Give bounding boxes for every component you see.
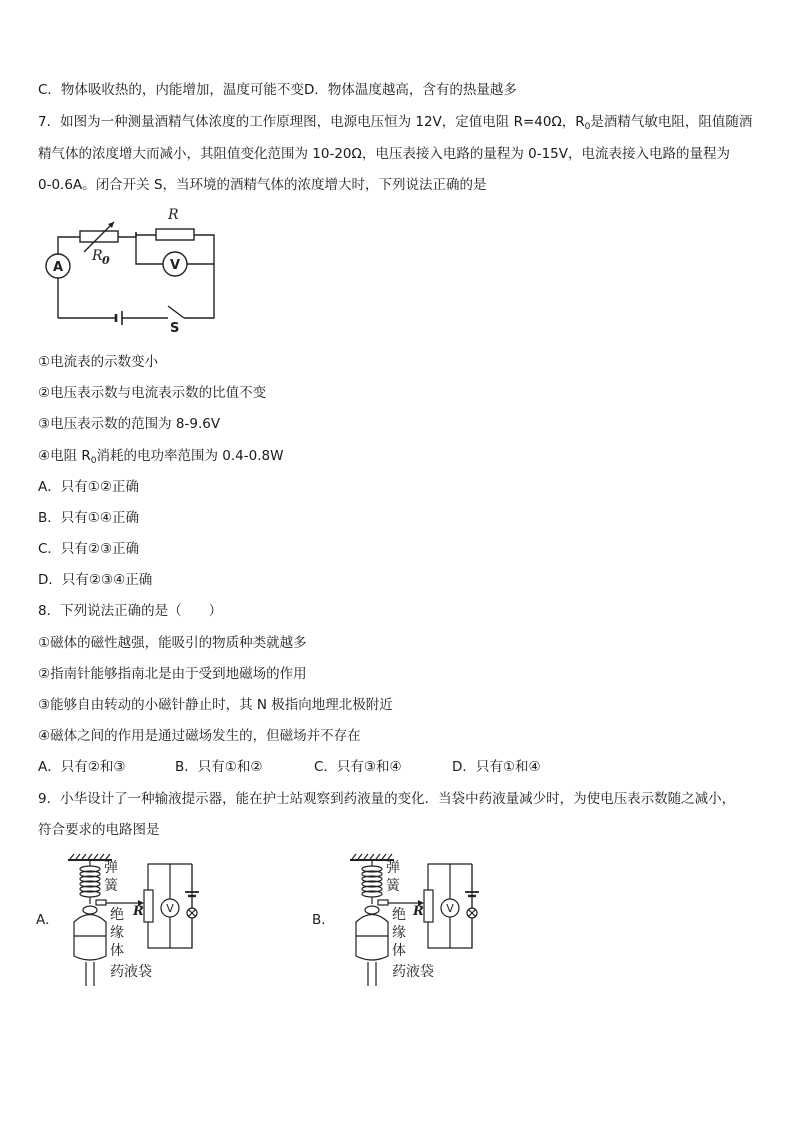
q7-option-a: A．只有①②正确 xyxy=(38,479,139,495)
switch-label: S xyxy=(170,321,180,332)
q7-stem-line1: 7．如图为一种测量酒精气体浓度的工作原理图，电源电压恒为 12V，定值电阻 R=40Ω，$R_0$是酒精气敏电阻，阻值随酒 xyxy=(38,114,753,132)
resistor-r-label: R xyxy=(168,207,179,223)
svg-text:绝: 绝 xyxy=(110,907,124,923)
svg-text:绝: 绝 xyxy=(392,907,406,923)
q7-statement-3: ③电压表示数的范围为 8-9.6V xyxy=(38,416,221,432)
q6-option-d: D．物体温度越高，含有的热量越多 xyxy=(303,82,517,98)
q9-figure-b xyxy=(310,852,490,988)
q7-stem-line3: 0-0.6A。闭合开关 S，当环境的酒精气体的浓度增大时，下列说法正确的是 xyxy=(38,177,487,193)
q6-options-cd xyxy=(38,80,517,100)
q8-stem: 8．下列说法正确的是（ ） xyxy=(38,603,223,619)
q8-option-b: B．只有①和② xyxy=(175,759,263,775)
q7-option-c: C．只有②③正确 xyxy=(38,541,140,557)
svg-text:R: R xyxy=(133,904,144,919)
resistor-r0-label: R xyxy=(92,248,103,264)
svg-text:药液袋: 药液袋 xyxy=(110,964,152,980)
svg-text:弹: 弹 xyxy=(386,860,400,876)
q8-option-a: A．只有②和③ xyxy=(38,759,126,775)
svg-text:体: 体 xyxy=(392,943,406,959)
svg-text:缘: 缘 xyxy=(392,925,406,941)
voltmeter-label: V xyxy=(169,258,181,273)
q7-option-d: D．只有②③④正确 xyxy=(38,572,153,588)
q7-statement-2: ②电压表示数与电流表示数的比值不变 xyxy=(38,385,267,401)
q7-statement-1: ①电流表的示数变小 xyxy=(38,354,159,370)
svg-text:簧: 簧 xyxy=(386,878,400,894)
ammeter-label: A xyxy=(52,260,64,275)
q7-stem-line2: 精气体的浓度增大而减小，其阻值变化范围为 10-20Ω，电压表接入电路的量程为 0-15V，电流表接入电路的量程为 xyxy=(38,146,730,162)
q9-stem-line1: 9．小华设计了一种输液提示器，能在护士站观察到药液量的变化．当袋中药液量减少时，为使电压表示数随之减小， xyxy=(38,791,736,807)
svg-text:药液袋: 药液袋 xyxy=(392,964,434,980)
q8-option-d: D．只有①和④ xyxy=(452,759,541,775)
q9-stem-line2: 符合要求的电路图是 xyxy=(38,822,160,838)
svg-text:V: V xyxy=(166,902,174,915)
svg-text:V: V xyxy=(446,902,454,915)
q8-statement-2: ②指南针能够指南北是由于受到地磁场的作用 xyxy=(38,666,307,682)
q7-circuit-diagram xyxy=(38,202,228,332)
q7-statement-4: ④电阻 $R_0$消耗的电功率范围为 0.4-0.8W xyxy=(38,448,284,466)
q8-options xyxy=(0,757,794,777)
svg-text:R: R xyxy=(413,904,424,919)
svg-text:缘: 缘 xyxy=(110,925,124,941)
q6-option-c: C．物体吸收热的，内能增加，温度可能不变 xyxy=(38,82,304,98)
q8-statement-4: ④磁体之间的作用是通过磁场发生的，但磁场并不存在 xyxy=(38,728,361,744)
q9-figure-a xyxy=(34,852,214,988)
fig-b-letter: B． xyxy=(312,912,335,928)
q8-option-c: C．只有③和④ xyxy=(314,759,402,775)
svg-text:弹: 弹 xyxy=(104,860,118,876)
svg-text:簧: 簧 xyxy=(104,878,118,894)
q8-statement-1: ①磁体的磁性越强，能吸引的物质种类就越多 xyxy=(38,635,307,651)
fig-a-letter: A． xyxy=(36,912,59,928)
resistor-r0-sub: 0 xyxy=(102,254,110,267)
q7-option-b: B．只有①④正确 xyxy=(38,510,139,526)
svg-text:体: 体 xyxy=(110,943,124,959)
q8-statement-3: ③能够自由转动的小磁针静止时，其 N 极指向地理北极附近 xyxy=(38,697,393,713)
